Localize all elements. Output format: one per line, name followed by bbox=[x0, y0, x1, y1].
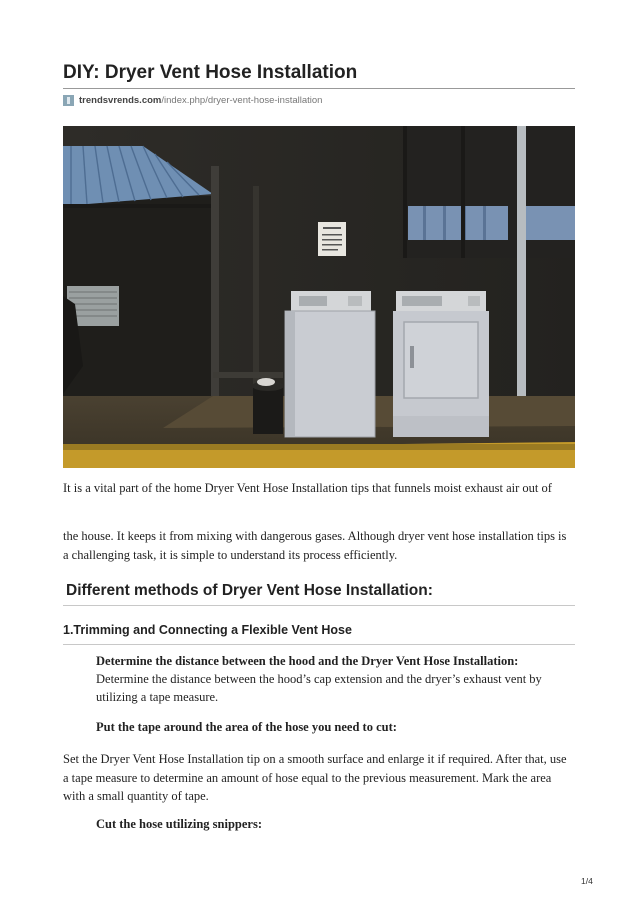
title-divider bbox=[63, 88, 575, 89]
step-2-title: Put the tape around the area of the hose you need to cut: bbox=[96, 720, 397, 734]
step-1-title: Determine the distance between the hood and the Dryer Vent Hose Installation: bbox=[96, 654, 519, 668]
step-1-text: Determine the distance between the hood’s cap extension and the dryer’s exhaust vent by utilizing a tape measure. bbox=[96, 672, 542, 704]
source-domain[interactable]: trendsvrends.com bbox=[79, 95, 162, 106]
step-2-body: Set the Dryer Vent Hose Installation tip on a smooth surface and enlarge it if required. After that, use a tape measure to determine an amount of hose equal to the previous measurement. Mark the area with a small quantity of tape. bbox=[63, 752, 567, 803]
source-url[interactable] bbox=[79, 95, 322, 106]
source-line bbox=[63, 95, 322, 106]
source-path[interactable]: /index.php/dryer-vent-hose-installation bbox=[161, 95, 323, 106]
step-3-title: Cut the hose utilizing snippers: bbox=[96, 817, 262, 831]
step-1 bbox=[96, 652, 566, 706]
section-heading: Different methods of Dryer Vent Hose Installation: bbox=[66, 582, 433, 599]
intro-paragraph-1: It is a vital part of the home Dryer Vent Hose Installation tips that funnels moist exhaust air out of bbox=[63, 481, 552, 495]
page-number: 1/4 bbox=[581, 876, 593, 886]
page-title: DIY: Dryer Vent Hose Installation bbox=[63, 62, 358, 83]
intro-paragraph-2: the house. It keeps it from mixing with dangerous gases. Although dryer vent hose installation tips is a challenging task, it is simple to understand its process efficiently. bbox=[63, 529, 567, 562]
subsection-heading: 1.Trimming and Connecting a Flexible Vent Hose bbox=[63, 623, 352, 637]
section-divider bbox=[63, 605, 575, 606]
site-favicon-icon bbox=[63, 95, 74, 106]
hero-image bbox=[63, 126, 575, 468]
subsection-divider bbox=[63, 644, 575, 645]
